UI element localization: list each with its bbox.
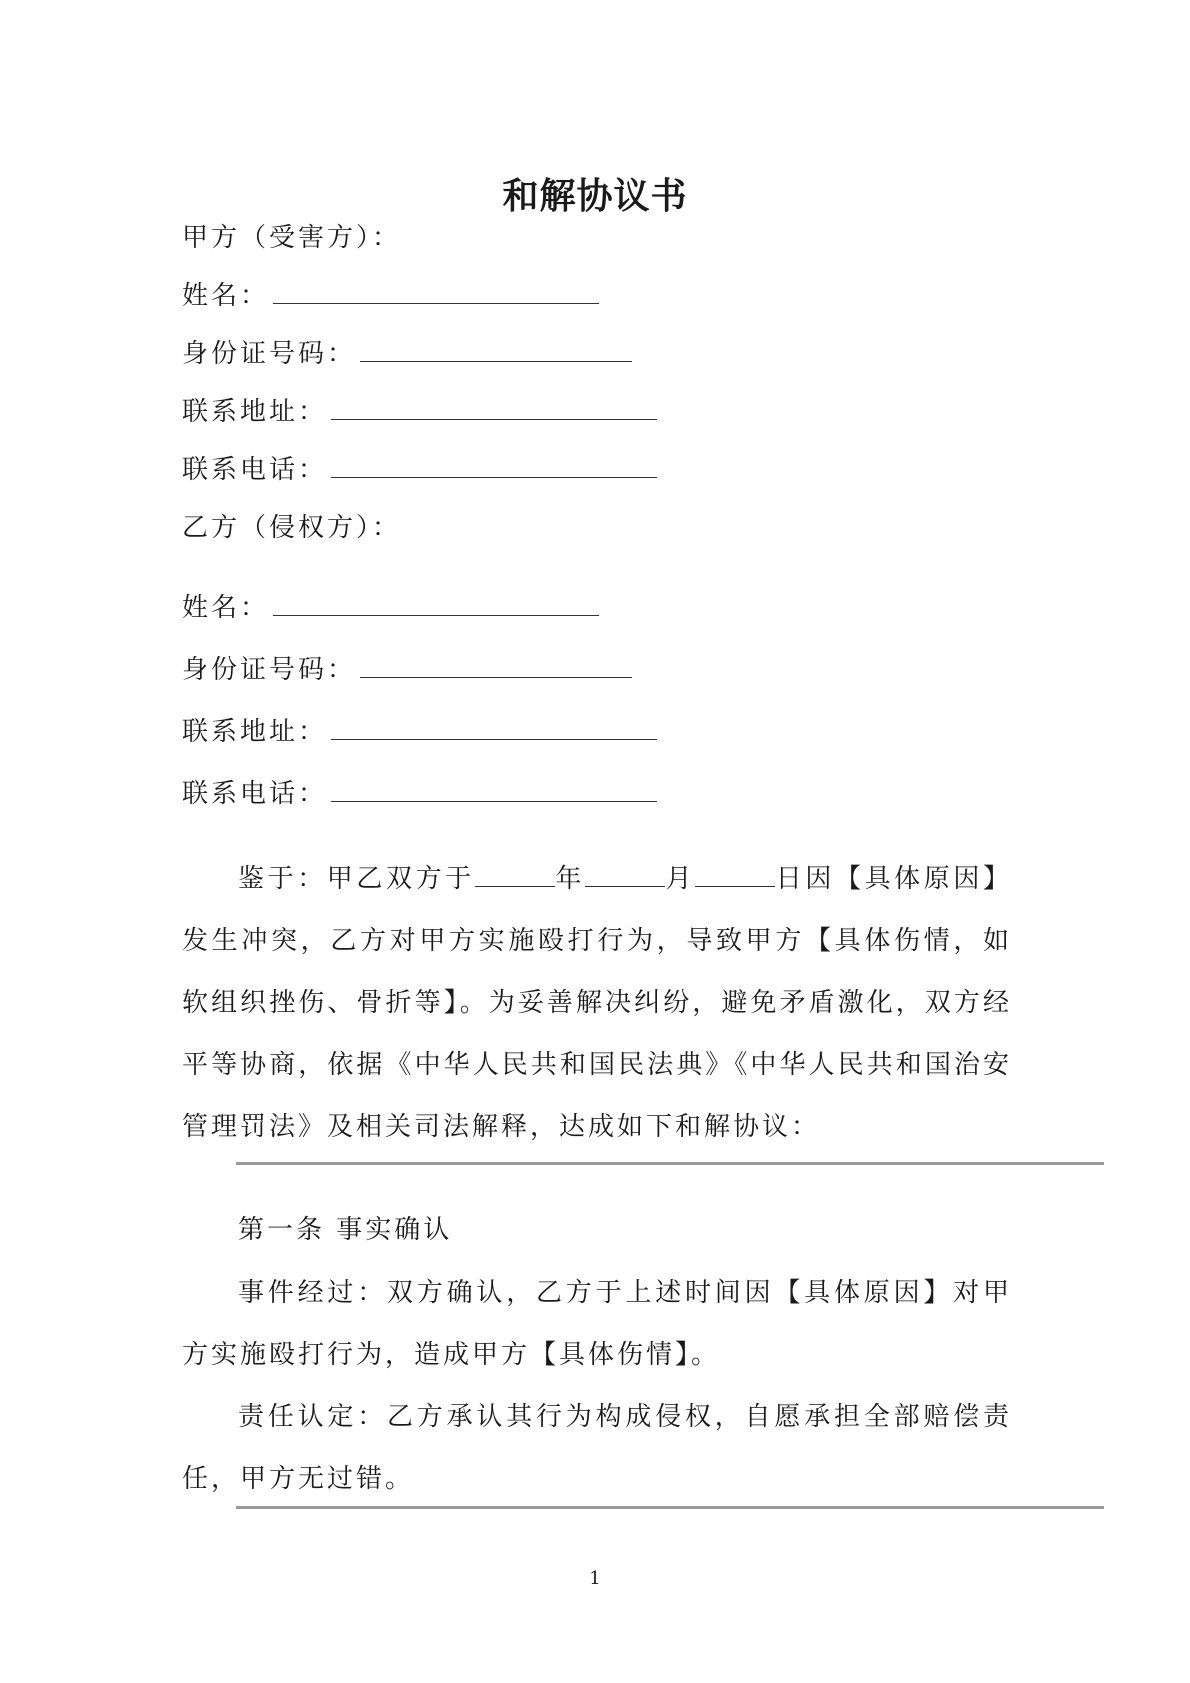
party-b-id-label: 身份证号码： [182,655,357,685]
preamble-paragraph [182,848,1012,1158]
preamble-rest: 日因【具体原因】发生冲突，乙方对甲方实施殴打行为，导致甲方【具体伤情，如软组织挫伤、骨折等】。为妥善解决纠纷，避免矛盾激化，双方经平等协商，依据《中华人民共和国民法典》《中华人民共和国治安管理罚法》及相关司法解释，达成如下和解协议： [182,864,1012,1142]
section-divider [236,1506,1104,1509]
date-day-field[interactable] [695,864,775,887]
party-b-address-field[interactable] [331,715,657,740]
article-1-heading: 第一条 事实确认 [238,1215,453,1245]
party-a-phone-field[interactable] [331,453,657,478]
party-a-address-field[interactable] [331,395,657,420]
section-divider [236,1162,1104,1165]
party-b-address-label: 联系地址： [182,717,328,747]
party-a-name-label: 姓名： [182,281,270,311]
party-a-phone-label: 联系电话： [182,455,328,485]
party-b-address-row [182,714,657,750]
party-b-id-field[interactable] [360,653,632,678]
party-a-phone-row [182,452,657,488]
party-a-heading: 甲方（受害方）： [182,223,402,253]
article-1-liability: 责任认定：乙方承认其行为构成侵权，自愿承担全部赔偿责任，甲方无过错。 [182,1402,1012,1494]
document-title: 和解协议书 [502,175,688,217]
party-b-name-label: 姓名： [182,593,270,623]
party-a-id-row [182,336,632,372]
party-b-name-row [182,590,599,626]
preamble-month-label: 月 [664,864,696,894]
date-month-field[interactable] [585,864,665,887]
party-b-name-field[interactable] [273,591,599,616]
party-b-phone-label: 联系电话： [182,779,328,809]
party-a-id-label: 身份证号码： [182,339,357,369]
party-b-phone-field[interactable] [331,777,657,802]
date-year-field[interactable] [475,864,555,887]
party-a-address-row [182,394,657,430]
party-a-id-field[interactable] [360,337,632,362]
party-b-heading: 乙方（侵权方）： [182,513,402,543]
page-number: 1 [589,1568,601,1589]
party-a-address-label: 联系地址： [182,397,328,427]
preamble-start: 鉴于：甲乙双方于 [238,864,475,894]
party-a-name-field[interactable] [273,279,599,304]
party-b-phone-row [182,776,657,812]
article-1-facts: 事件经过：双方确认，乙方于上述时间因【具体原因】对甲方实施殴打行为，造成甲方【具体伤情】。 [182,1278,1012,1370]
party-a-name-row [182,278,599,314]
party-b-id-row [182,652,632,688]
preamble-year-label: 年 [554,864,585,894]
